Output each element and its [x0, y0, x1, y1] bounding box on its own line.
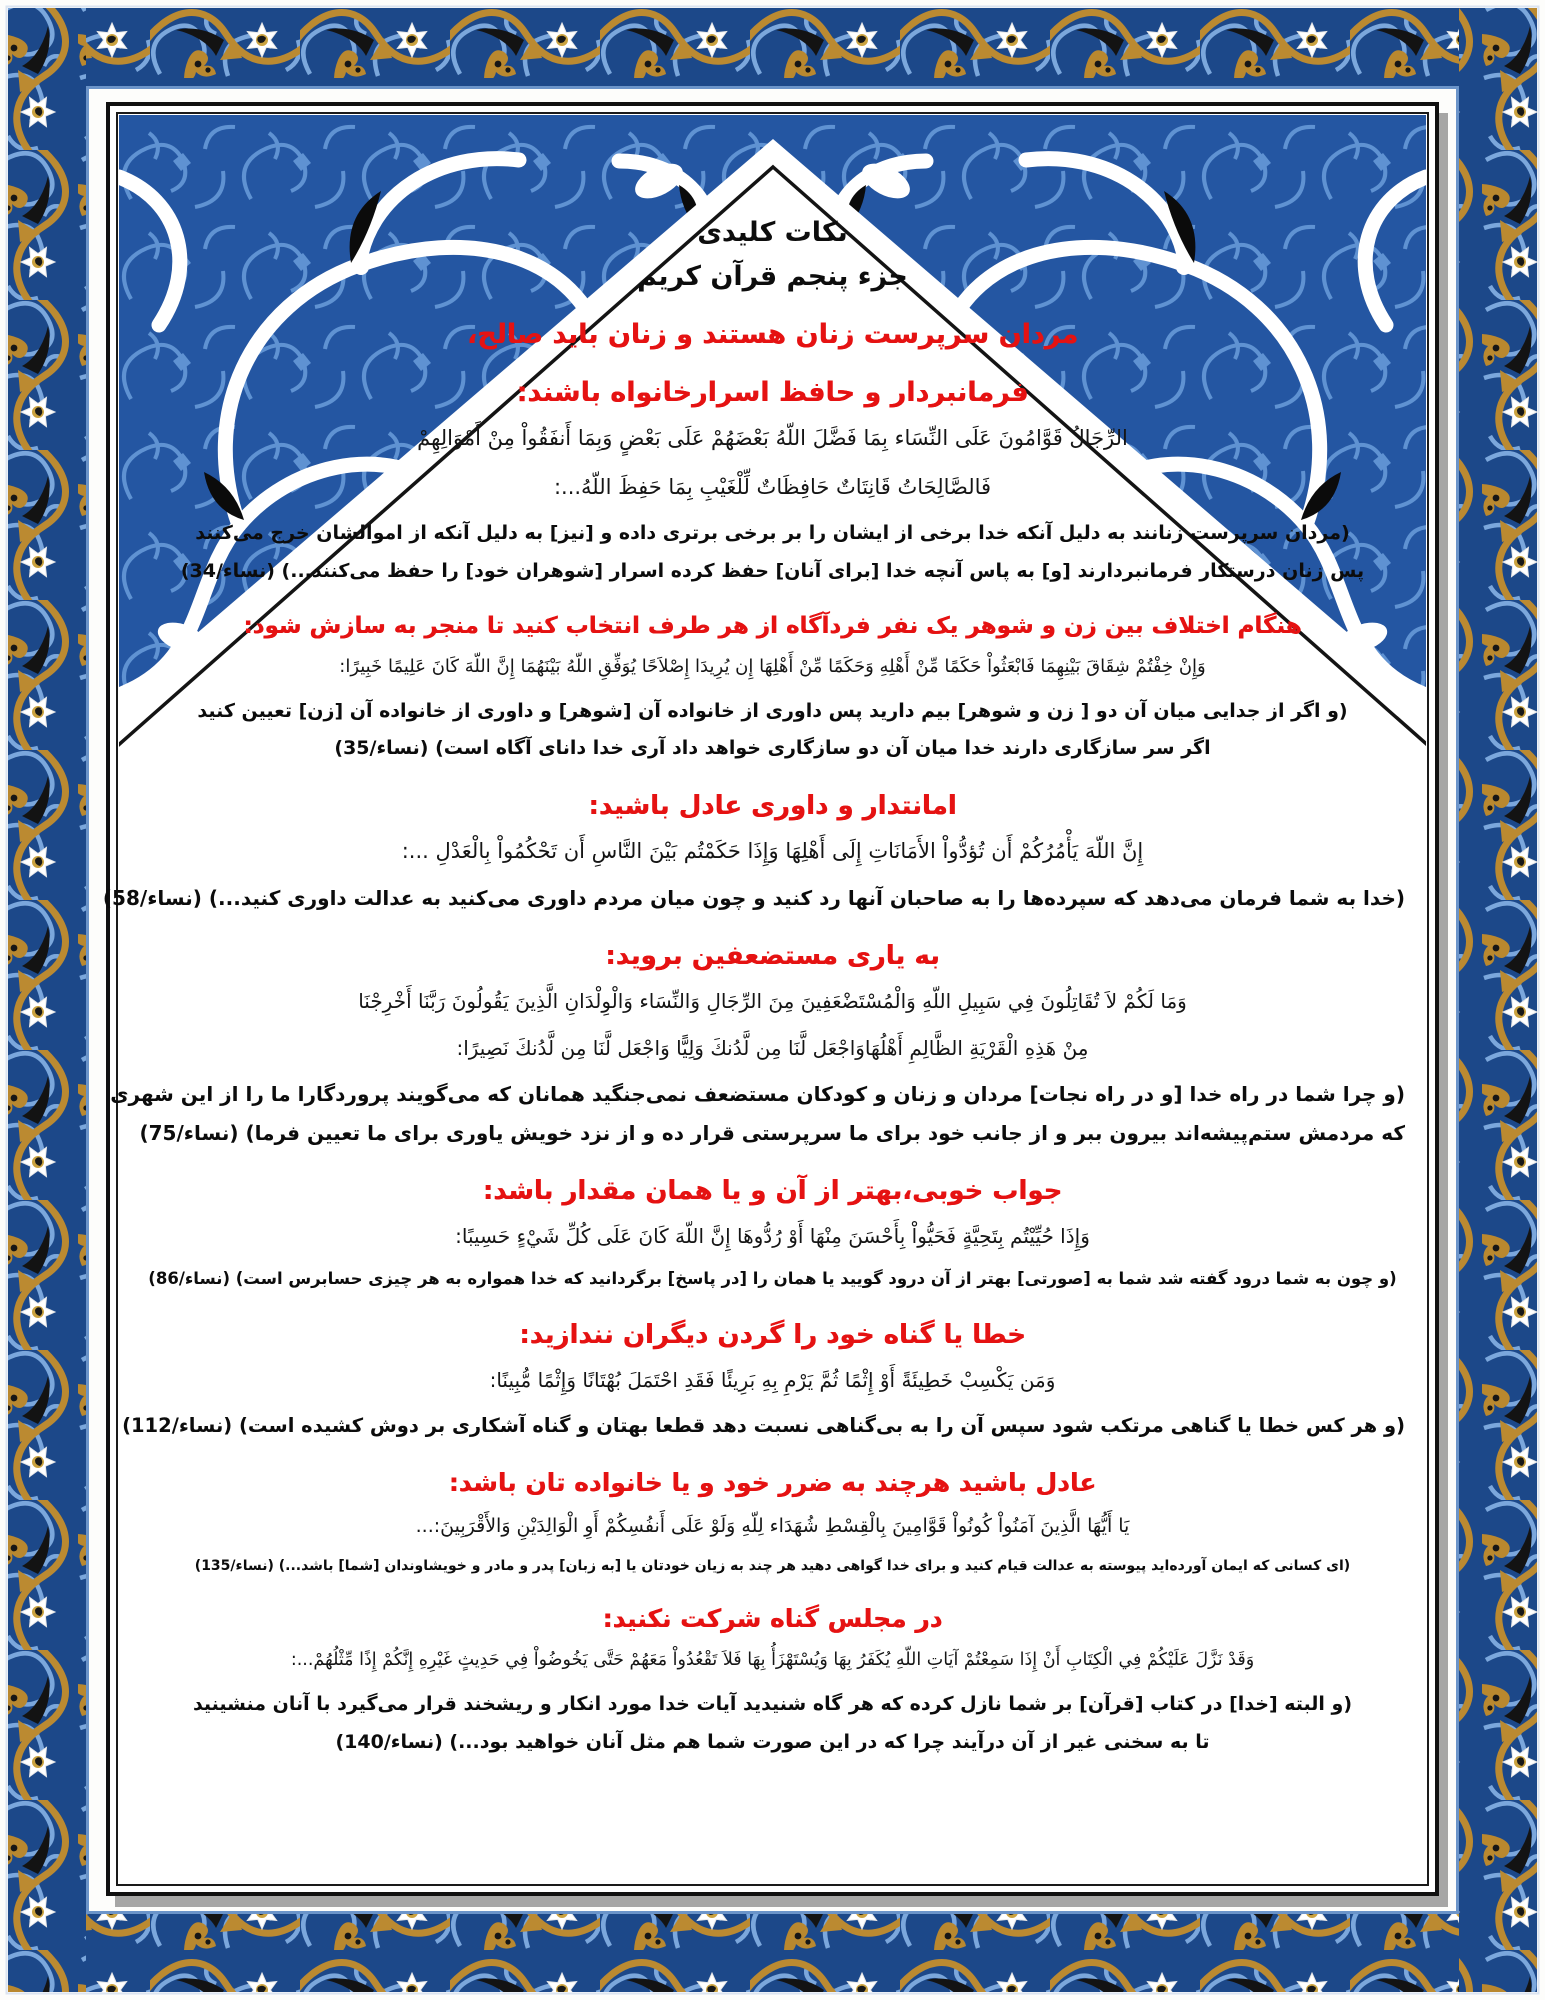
- title-block: [140, 217, 1405, 292]
- section-heading: امانتدار و داوری عادل باشید:: [588, 790, 957, 821]
- verse-translation-line: (و هر کس خطا یا گناهی مرتکب شود سپس آن را به بی‌گناهی نسبت دهد قطعا بهتان و گناه آشکاری بر دوش کشیده است) (نساء/112): [122, 1413, 1405, 1437]
- section: [122, 1319, 1405, 1441]
- verse-translation-line: تا به سخنی غیر از آن درآیند چرا که در این صورت شما هم مثل آنان خواهید بود...) (نساء/140): [335, 1730, 1210, 1753]
- page-subtitle: جزء پنجم قرآن کریم: [637, 261, 908, 292]
- verse-arabic-line: الرِّجَالُ قَوَّامُونَ عَلَى النِّسَاء بِمَا فَضَّلَ اللّهُ بَعْضَهُمْ عَلَى بَعْضٍ وَبِمَا أَنفَقُواْ مِنْ أَمْوَالِهِمْ: [417, 426, 1128, 450]
- section-heading: هنگام اختلاف بین زن و شوهر یک نفر فردآگاه از هر طرف انتخاب کنید تا منجر به سازش شود:: [243, 613, 1302, 640]
- section-heading: جواب خوبی،بهتر از آن و یا همان مقدار باشد:: [482, 1176, 1063, 1207]
- verse-translation-line: (ای کسانی که ایمان آورده‌اید پیوسته به عدالت قیام کنید و برای خدا گواهی دهید هر چند به زیان خودتان یا [به زبان] پدر و مادر و خویشاوندان [شما] باشد...) (نساء/135): [194, 1558, 1351, 1575]
- section: [140, 319, 1405, 586]
- verse-translation-line: (و چون به شما درود گفته شد شما به [صورتی] بهتر از آن درود گویید یا همان را [در پاسخ] برگردانید که خدا همواره به هر چیزی حسابرس است) (نساء/86): [148, 1269, 1397, 1289]
- section-heading: فرمانبردار و حافظ اسرارخانواه باشند:: [516, 377, 1029, 408]
- section-heading: به یاری مستضعفین بروید:: [605, 941, 940, 972]
- verse-arabic-line: فَالصَّالِحَاتُ قَانِتَاتٌ حَافِظَاتٌ لِّلْغَيْبِ بِمَا حَفِظَ اللّهُ...:: [553, 474, 992, 499]
- section: [140, 1468, 1405, 1578]
- verse-translation-line: که مردمش ستم‌پیشه‌اند بیرون ببر و از جانب خود برای ما سرپرستی قرار ده و از نزد خویش یاوری برای ما تعیین فرما) (نساء/75): [139, 1121, 1405, 1146]
- poster-text: [102, 204, 1405, 1764]
- content-panel: [102, 102, 1439, 1896]
- verse-arabic-line: وَإِذَا حُيِّيْتُم بِتَحِيَّةٍ فَحَيُّواْ بِأَحْسَنَ مِنْهَا أَوْ رُدُّوهَا إِنَّ اللّهَ كَانَ عَلَى كُلِّ شَيْءٍ حَسِيبًا:: [455, 1224, 1090, 1249]
- verse-translation-line: (مردان سرپرست زنانند به دلیل آنکه خدا برخی از ایشان را بر برخی برتری داده و [نیز] به دلیل آنکه از اموالشان خرج می‌کنند: [195, 522, 1350, 545]
- verse-arabic-line: يَا أَيُّهَا الَّذِينَ آمَنُواْ كُونُواْ قَوَّامِينَ بِالْقِسْطِ شُهَدَاء لِلّهِ وَلَوْ عَلَى أَنفُسِكُمْ أَوِ الْوَالِدَيْنِ وَالأَقْرَبِينَ:...: [415, 1514, 1130, 1537]
- verse-translation-line: (خدا به شما فرمان می‌دهد که سپرده‌ها را به صاحبان آنها رد کنید و چون میان مردم داوری می‌کنید به عدالت داوری کنید...) (نساء/58): [102, 886, 1405, 911]
- verse-arabic-line: وَمَا لَكُمْ لاَ تُقَاتِلُونَ فِي سَبِيلِ اللّهِ وَالْمُسْتَضْعَفِينَ مِنَ الرِّجَالِ وَالنِّسَاء وَالْوِلْدَانِ الَّذِينَ يَقُولُونَ رَبَّنَا أَخْرِجْنَا: [358, 989, 1187, 1014]
- verse-arabic-line: إِنَّ اللّهَ يَأْمُرُكُمْ أَن تُؤدُّواْ الأَمَانَاتِ إِلَى أَهْلِهَا وَإِذَا حَكَمْتُم بَيْنَ النَّاسِ أَن تَحْكُمُواْ بِالْعَدْلِ ...:: [401, 838, 1144, 863]
- section-heading: خطا یا گناه خود را گردن دیگران نندازید:: [519, 1319, 1026, 1350]
- verse-translation-line: پس زنان درستکار فرمانبردارند [و] به پاس آنچه خدا [برای آنان] حفظ کرده اسرار [شوهران خود] را حفظ می‌کنند...) (نساء/34): [180, 559, 1365, 582]
- verse-arabic-line: وَمَن يَكْسِبْ خَطِيئَةً أَوْ إِثْمًا ثُمَّ يَرْمِ بِهِ بَرِيئًا فَقَدِ احْتَمَلَ بُهْتَانًا وَإِثْمًا مُّبِينًا:: [489, 1367, 1056, 1392]
- section: [140, 1604, 1405, 1757]
- verse-arabic-line: مِنْ هَذِهِ الْقَرْيَةِ الظَّالِمِ أَهْلُهَاوَاجْعَل لَّنَا مِن لَّدُنكَ وَلِيًّا وَاجْعَل لَّنَا مِن لَّدُنكَ نَصِيرًا:: [456, 1036, 1089, 1061]
- verse-translation-line: (و چرا شما در راه خدا [و در راه نجات] مردان و زنان و کودکان مستضعف نمی‌جنگید همانان که می‌گویند پروردگارا ما را از این شهری: [110, 1082, 1405, 1107]
- section-heading: عادل باشید هرچند به ضرر خود و یا خانواده تان باشد:: [448, 1467, 1097, 1497]
- sections: [102, 319, 1405, 1757]
- verse-translation-line: (و اگر از جدایی میان آن دو [ زن و شوهر] بیم دارید پس داوری از خانواده آن [شوهر] و داوری از خانواده آن [زن] تعیین کنید: [197, 699, 1348, 722]
- page-title: نکات کلیدی: [697, 217, 848, 248]
- section: [110, 941, 1405, 1149]
- verse-translation-line: (و البته [خدا] در کتاب [قرآن] بر شما نازل کرده که هر گاه شنیدید آیات خدا مورد انکار و ریشخند قرار می‌گیرد با آنان منشینید: [192, 1693, 1353, 1716]
- section-heading: در مجلس گناه شرکت نکنید:: [602, 1604, 943, 1634]
- section-heading: مردان سرپرست زنان هستند و زنان باید صالح،: [466, 319, 1079, 350]
- section: [140, 1176, 1405, 1292]
- section: [102, 790, 1405, 915]
- section: [140, 613, 1405, 763]
- verse-arabic-line: وَقَدْ نَزَّلَ عَلَيْكُمْ فِي الْكِتَابِ أَنْ إِذَا سَمِعْتُمْ آيَاتِ اللّهِ يُكَفَرُ بِهَا وَيُسْتَهْزَأُ بِهَا فَلاَ تَقْعُدُواْ مَعَهُمْ حَتَّى يَخُوضُواْ فِي حَدِيثٍ غَيْرِهِ إِنَّكُمْ إِذًا مِّثْلُهُمْ...:: [290, 1650, 1255, 1671]
- verse-translation-line: اگر سر سازگاری دارند خدا میان آن دو سازگاری خواهد داد آری خدا دانای آگاه است) (نساء/35): [334, 737, 1211, 760]
- verse-arabic-line: وَإِنْ خِفْتُمْ شِقَاقَ بَيْنِهِمَا فَابْعَثُواْ حَكَمًا مِّنْ أَهْلِهِ وَحَكَمًا مِّنْ أَهْلِهَا إِن يُرِيدَا إِصْلاَحًا يُوَفِّقِ اللّهُ بَيْنَهُمَا إِنَّ اللّهَ كَانَ عَلِيمًا خَبِيرًا:: [339, 656, 1206, 678]
